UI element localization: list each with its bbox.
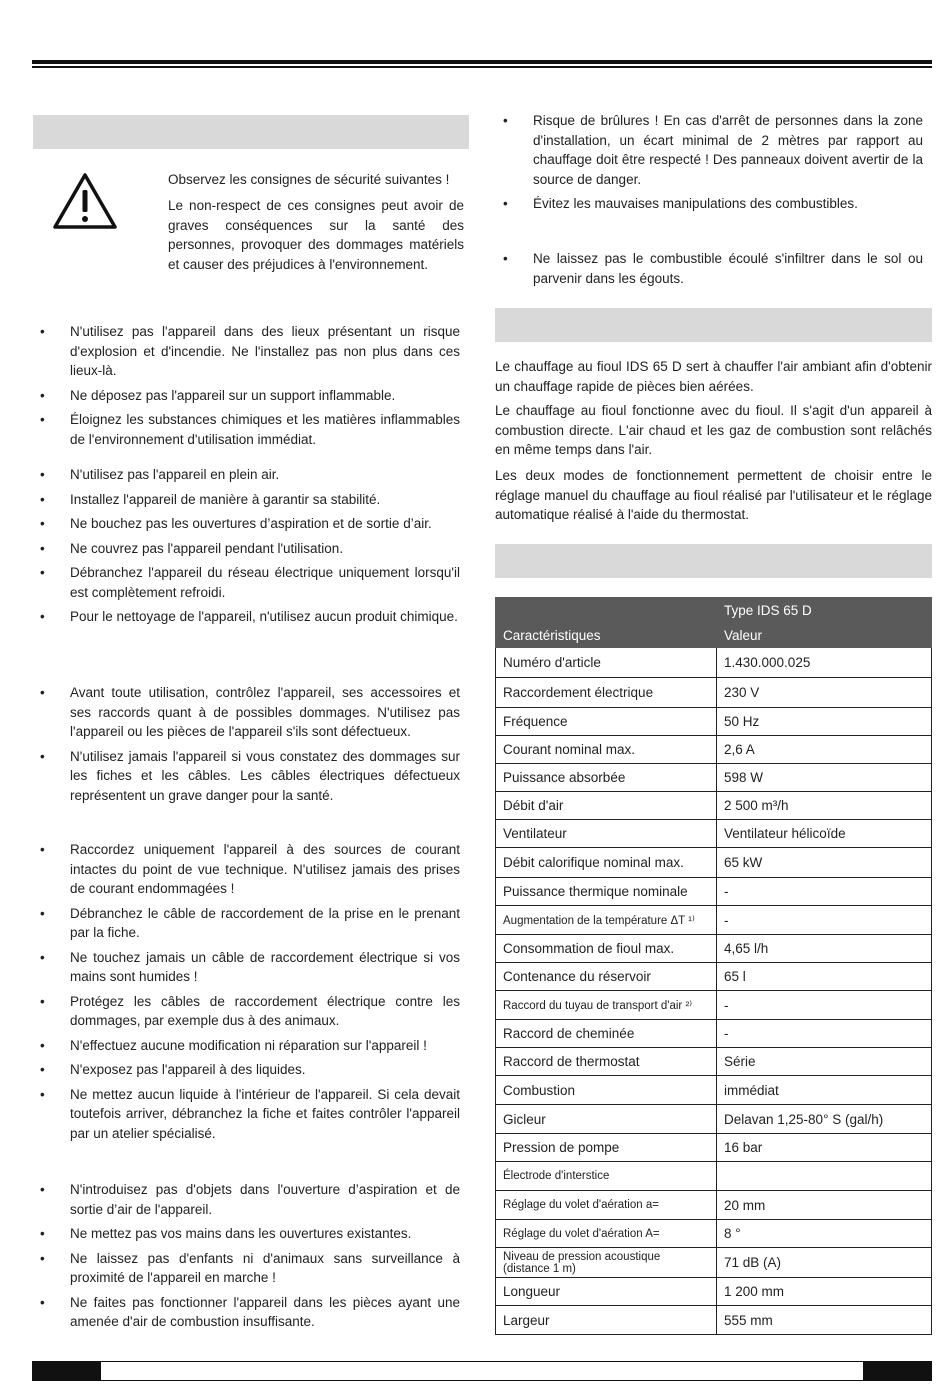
table-header-row [496,623,932,648]
bullet-list [32,683,460,810]
list-item: • Débranchez l'appareil du réseau électrique uniquement lorsqu'il est complètement refroidi. [32,563,460,602]
list-item: • Protégez les câbles de raccordement électrique contre les dommages, par exemple dus à des animaux. [32,992,460,1031]
table-row: Courant nominal max. 2,6 A [496,736,932,764]
list-item: • N'utilisez pas l'appareil dans des lieux présentant un risque d'explosion et d'incendie. Ne l'installez pas non plus dans ces lieux-là. [32,322,460,381]
table-row: Raccord de cheminée - [496,1020,932,1048]
table-row: Réglage du volet d'aération a= 20 mm [496,1191,932,1220]
bullet-list [495,111,923,219]
safety-observe-text: Observez les consignes de sécurité suivantes ! [168,172,450,187]
list-item: • Ne couvrez pas l'appareil pendant l'utilisation. [32,539,460,559]
table-row: Contenance du réservoir 65 l [496,963,932,991]
section-band-specs [495,544,932,578]
table-row: Puissance thermique nominale - [496,878,932,906]
list-item: • Évitez les mauvaises manipulations des combustibles. [495,194,923,214]
list-item: • Risque de brûlures ! En cas d'arrêt de personnes dans la zone d'installation, un écart minimal de 2 mètres par rapport au chauffage doit être respecté ! Des panneaux doivent avertir de la source de danger. [495,111,923,189]
table-row: Raccord du tuyau de transport d'air ²⁾ - [496,991,932,1020]
column-header-feature: Caractéristiques [496,623,717,648]
list-item: • N'utilisez pas l'appareil en plein air. [32,465,460,485]
table-row: Numéro d'article 1.430.000.025 [496,648,932,678]
list-item: • Installez l'appareil de manière à garantir sa stabilité. [32,490,460,510]
table-row: Débit calorifique nominal max. 65 kW [496,848,932,878]
list-item: • Ne faites pas fonctionner l'appareil dans les pièces ayant une amenée d'air de combustion insuffisante. [32,1293,460,1332]
bullet-list [32,1180,460,1337]
list-item: • N'effectuez aucune modification ni réparation sur l'appareil ! [32,1036,460,1056]
table-row: Consommation de fioul max. 4,65 l/h [496,935,932,963]
table-row: Gicleur Delavan 1,25-80° S (gal/h) [496,1105,932,1134]
table-row: Niveau de pression acoustique (distance 1 m) 71 dB (A) [496,1248,932,1278]
table-row: Puissance absorbée 598 W [496,764,932,792]
column-header-value: Valeur [717,623,932,648]
table-row: Raccordement électrique 230 V [496,678,932,708]
list-item: • Avant toute utilisation, contrôlez l'appareil, ses accessoires et ses raccords quant à de possibles dommages. N'utilisez pas l'appareil ou les pièces de l'appareil s'ils sont défectueux. [32,683,460,742]
footer-bar [32,1361,932,1381]
section-band-safety [33,115,469,149]
header-rule-thin [32,66,932,68]
section-band-usage [495,308,932,342]
table-row: Pression de pompe 16 bar [496,1134,932,1162]
header-rule [32,60,932,64]
table-row: Électrode d'interstice [496,1162,932,1191]
table-row: Réglage du volet d'aération A= 8 ° [496,1220,932,1248]
list-item: • N'introduisez pas d'objets dans l'ouverture d’aspiration et de sortie d’air de l'appareil. [32,1180,460,1219]
list-item: • Ne bouchez pas les ouvertures d’aspiration et de sortie d’air. [32,514,460,534]
table-header-row [496,598,932,623]
bullet-list [32,322,460,454]
list-item: • Ne mettez aucun liquide à l'intérieur de l'appareil. Si cela devait toutefois arriver, débranchez la fiche et faites contrôler l'appareil par un atelier spécialisé. [32,1085,460,1144]
usage-paragraph: Le chauffage au fioul fonctionne avec du fioul. Il s'agit d'un appareil à combustion directe. L'air chaud et les gaz de combustion sont relâchés en même temps dans l'air. [495,403,932,457]
list-item: • Débranchez le câble de raccordement de la prise en le prenant par la fiche. [32,904,460,943]
list-item: • Ne mettez pas vos mains dans les ouvertures existantes. [32,1224,460,1244]
table-row: Augmentation de la température ΔT ¹⁾ - [496,906,932,935]
bullet-list [495,249,923,293]
usage-paragraph: Les deux modes de fonctionnement permettent de choisir entre le réglage manuel du chauffage au fioul réalisé par l'utilisateur et le réglage automatique réalisé à l'aide du thermostat. [495,468,932,522]
bullet-list [32,840,460,1148]
list-item: • Éloignez les substances chimiques et les matières inflammables de l'environnement d'utilisation immédiat. [32,410,460,449]
footer-block-left [33,1362,101,1380]
footer-block-right [863,1362,931,1380]
list-item: • Ne laissez pas d'enfants ni d'animaux sans surveillance à proximité de l'appareil en marche ! [32,1249,460,1288]
usage-paragraph: Le chauffage au fioul IDS 65 D sert à chauffer l'air ambiant afin d'obtenir un chauffage rapide de pièces bien aérées. [495,359,932,394]
list-item: • Ne touchez jamais un câble de raccordement électrique si vos mains sont humides ! [32,948,460,987]
list-item: • N'utilisez jamais l'appareil si vous constatez des dommages sur les fiches et les câbles. Les câbles électriques défectueux représentent un grave danger pour la santé. [32,747,460,806]
table-row: Combustion immédiat [496,1076,932,1105]
table-row: Longueur 1 200 mm [496,1278,932,1306]
list-item: • Ne laissez pas le combustible écoulé s'infiltrer dans le sol ou parvenir dans les égouts. [495,249,923,288]
list-item: • Raccordez uniquement l'appareil à des sources de courant intactes du point de vue technique. N'utilisez jamais des prises de courant endommagées ! [32,840,460,899]
specifications-table [495,597,932,1335]
table-row: Fréquence 50 Hz [496,708,932,736]
table-row: Ventilateur Ventilateur hélicoïde [496,820,932,848]
table-row: Débit d'air 2 500 m³/h [496,792,932,820]
bullet-list [32,465,460,632]
list-item: • N'exposez pas l'appareil à des liquides. [32,1060,460,1080]
warning-triangle-icon [52,172,118,235]
model-header: Type IDS 65 D [717,598,932,623]
safety-warning-text: Le non-respect de ces consignes peut avoir de graves conséquences sur la santé des personnes, provoquer des dommages matériels et causer des préjudices à l'environnement. [168,198,464,272]
list-item: • Pour le nettoyage de l'appareil, n'utilisez aucun produit chimique. [32,607,460,627]
table-row: Largeur 555 mm [496,1306,932,1335]
list-item: • Ne déposez pas l'appareil sur un support inflammable. [32,386,460,406]
table-row: Raccord de thermostat Série [496,1048,932,1076]
